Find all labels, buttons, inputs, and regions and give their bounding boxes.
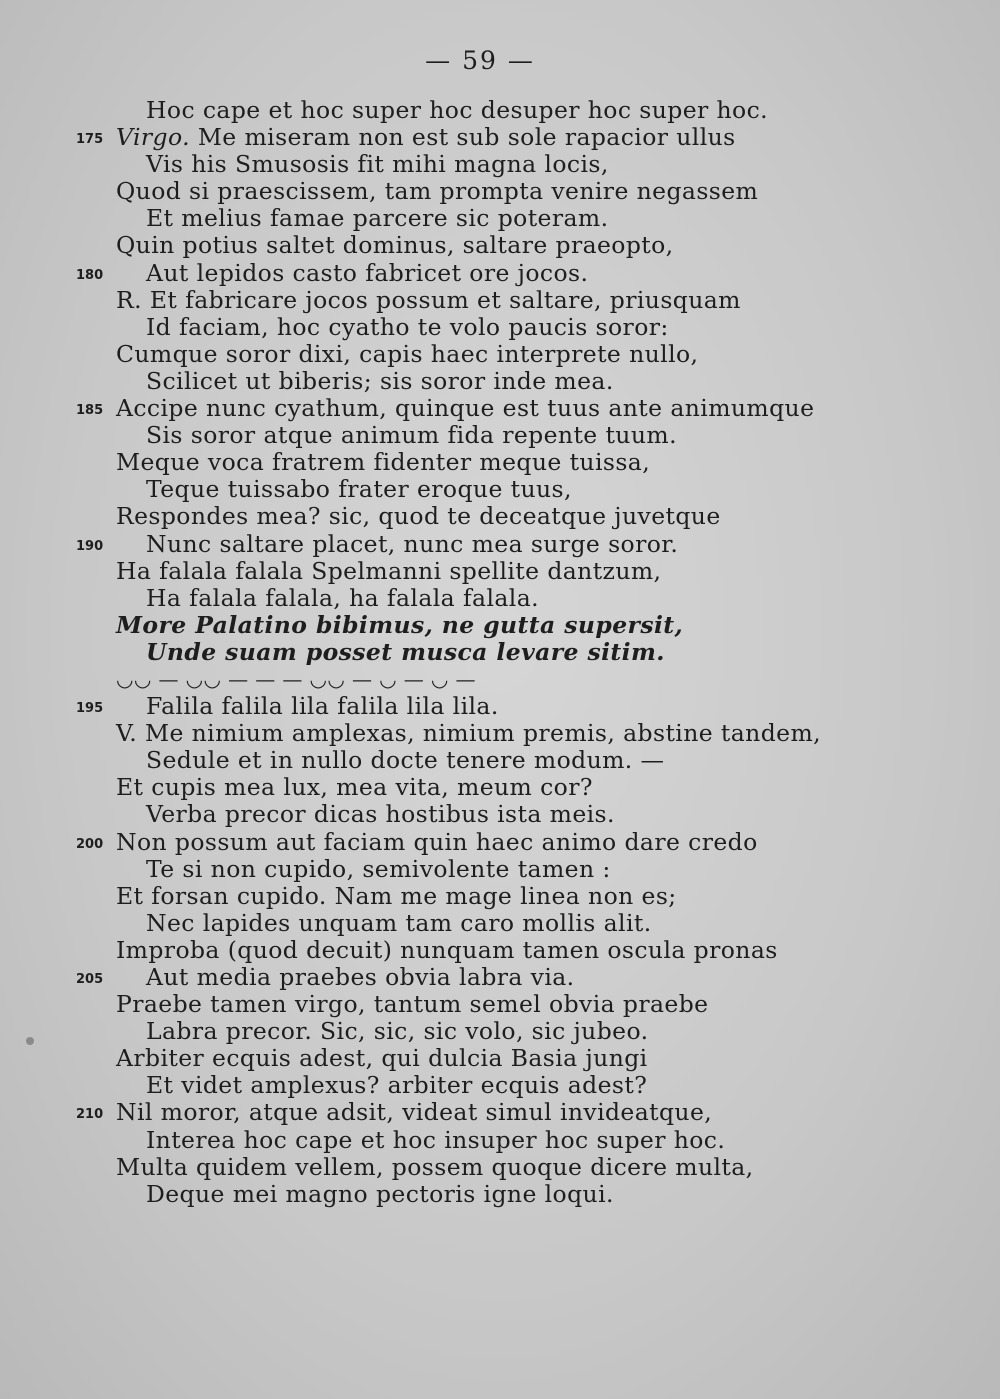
verse-line [0,829,1000,856]
speaker-label: Virgo. [116,123,190,152]
verse-text: Ha falala falala, ha falala falala. [146,583,539,612]
verse-text: Accipe nunc cyathum, quinque est tuus ante animumque [116,394,815,423]
verse-line [0,124,1000,151]
verse-text: Praebe tamen virgo, tantum semel obvia praebe [116,990,709,1019]
page-number: — 59 — [425,46,535,75]
verse-text: Falila falila lila falila lila lila. [146,692,499,721]
verse-line [0,964,1000,991]
verse-line [0,1045,1000,1072]
verse-line [0,368,1000,395]
line-number: 180 [76,267,104,283]
verse-line [0,666,1000,693]
verse-line [0,801,1000,828]
verse-text: Unde suam posset musca levare sitim. [146,637,665,666]
paper-speck [26,1037,34,1045]
verse-text: Hoc cape et hoc super hoc desuper hoc super hoc. [146,96,769,124]
verse-text: Cumque soror dixi, capis haec interprete nullo, [116,339,699,368]
verse-text: Meque voca fratrem fidenter meque tuissa, [116,448,651,477]
verse-text: Arbiter ecquis adest, qui dulcia Basia jungi [116,1044,648,1073]
verse-line [0,178,1000,205]
verse-line [0,395,1000,422]
verse-text: Sis soror atque animum fida repente tuum. [146,421,677,450]
verse-text: R. Et fabricare jocos possum et saltare, priusquam [116,285,741,314]
verse-text: Improba (quod decuit) nunquam tamen oscula pronas [116,935,778,964]
verse-text: Verba precor dicas hostibus ista meis. [146,800,615,829]
verse-text: More Palatino bibimus, ne gutta supersit, [116,610,684,639]
verse-line [0,937,1000,964]
verse-text: Non possum aut faciam quin haec animo dare credo [116,827,758,856]
verse-text: Ha falala falala Spelmanni spellite dantzum, [116,556,662,585]
verse-line [0,476,1000,503]
verse-line [0,558,1000,585]
verse-text: Aut lepidos casto fabricet ore jocos. [146,258,589,287]
verse-text: Labra precor. Sic, sic, sic volo, sic jubeo. [146,1017,649,1046]
verse-text: Et videt amplexus? arbiter ecquis adest? [146,1071,648,1100]
verse-text: Et cupis mea lux, mea vita, meum cor? [116,773,593,802]
verse-line [0,287,1000,314]
verse-text: Sedule et in nullo docte tenere modum. — [146,746,665,775]
verse-text: Scilicet ut biberis; sis soror inde mea. [146,366,614,395]
verse-line [0,1127,1000,1154]
line-number: 175 [76,132,104,148]
verse-line [0,1154,1000,1181]
poem-body [0,97,1000,1208]
verse-text: Nunc saltare placet, nunc mea surge soror. [146,529,679,558]
verse-text: Multa quidem vellem, possem quoque dicere multa, [116,1152,754,1181]
verse-line [0,205,1000,232]
line-number: 185 [76,403,104,419]
verse-line [0,991,1000,1018]
verse-text: Teque tuissabo frater eroque tuus, [146,475,572,504]
verse-line [0,693,1000,720]
verse-line [0,747,1000,774]
line-number: 205 [76,972,104,987]
verse-text: Quod si praescissem, tam prompta venire negassem [116,177,759,206]
verse-line [0,422,1000,449]
verse-line [0,449,1000,476]
line-number: 190 [76,538,104,554]
verse-text: Nil moror, atque adsit, videat simul invideatque, [116,1098,713,1127]
line-number: 195 [76,701,104,717]
verse-line [0,314,1000,341]
verse-text: Et forsan cupido. Nam me mage linea non es; [116,881,677,910]
verse-line [0,232,1000,259]
verse-line [0,151,1000,178]
verse-text: Te si non cupido, semivolente tamen : [146,854,611,883]
verse-line [0,910,1000,937]
metrical-scheme: ◡◡ — ◡◡ — — — ◡◡ — ◡ — ◡ — [116,666,476,691]
verse-line [0,612,1000,639]
verse-line [0,1072,1000,1099]
verse-text: Interea hoc cape et hoc insuper hoc super hoc. [146,1125,726,1154]
verse-line [0,639,1000,666]
verse-text: Respondes mea? sic, quod te deceatque juvetque [116,502,721,531]
verse-line [0,1181,1000,1208]
verse-line [0,341,1000,368]
verse-text: Deque mei magno pectoris igne loqui. [146,1179,614,1208]
verse-line [0,585,1000,612]
verse-line [0,97,1000,124]
verse-text: Nec lapides unquam tam caro mollis alit. [146,908,652,937]
verse-text: Aut media praebes obvia labra via. [146,963,575,991]
verse-text: Et melius famae parcere sic poteram. [146,204,609,233]
line-number: 200 [76,836,104,852]
verse-text: V. Me nimium amplexas, nimium premis, abstine tandem, [116,719,822,748]
verse-text: Vis his Smusosis fit mihi magna locis, [146,150,609,179]
verse-line [0,503,1000,530]
verse-line [0,720,1000,747]
verse-text: Quin potius saltet dominus, saltare praeopto, [116,231,674,260]
verse-text-rest: Me miseram non est sub sole rapacior ullus [189,123,736,152]
verse-line [0,856,1000,883]
verse-line [0,774,1000,801]
verse-line [0,531,1000,558]
verse-text [116,124,736,151]
verse-line [0,260,1000,287]
verse-line [0,883,1000,910]
verse-text: Id faciam, hoc cyatho te volo paucis soror: [146,312,669,341]
verse-line [0,1099,1000,1126]
verse-line [0,1018,1000,1045]
line-number: 210 [76,1107,104,1123]
